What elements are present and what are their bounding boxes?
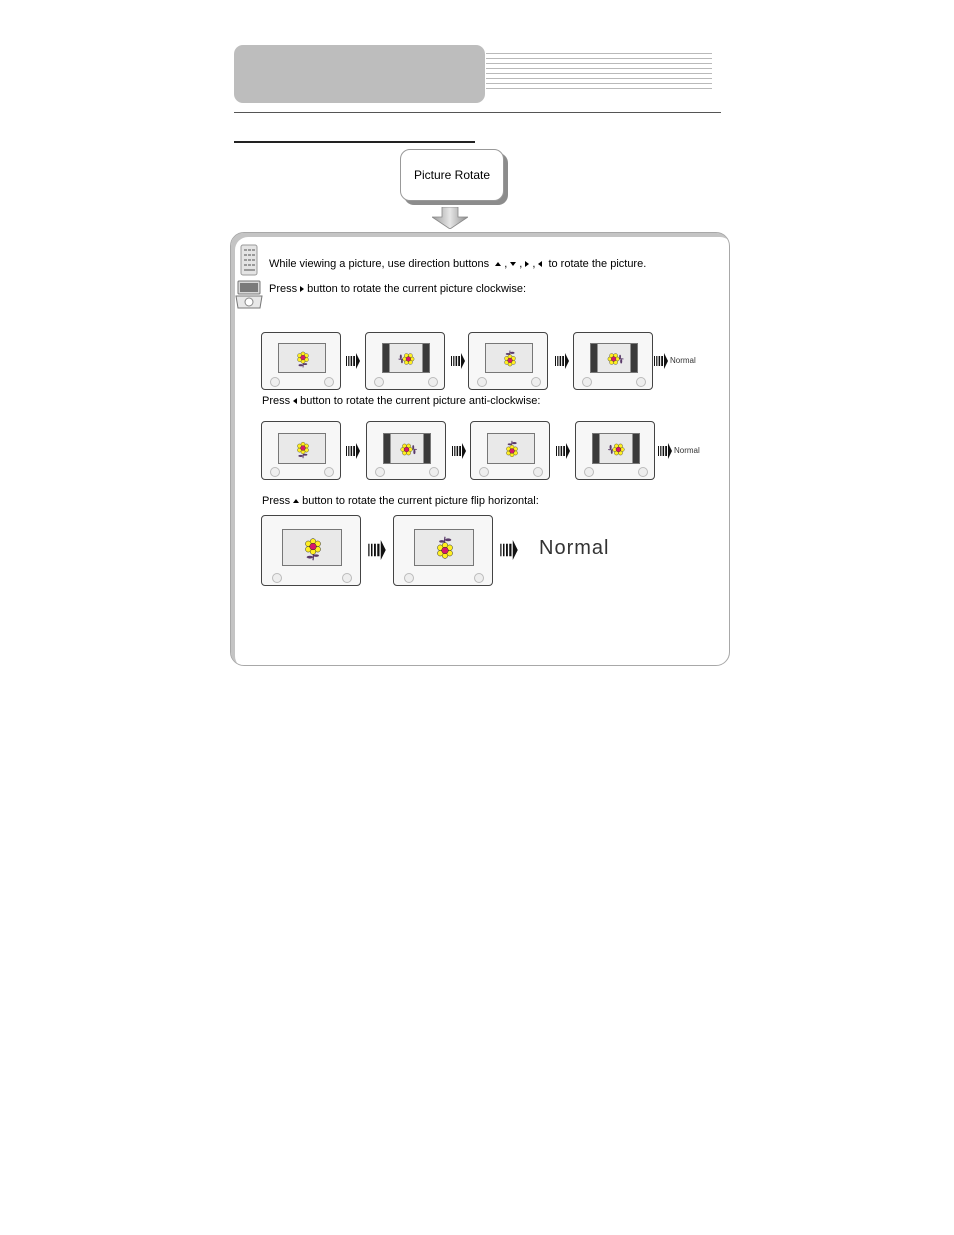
header-decorative-lines: [486, 53, 712, 95]
up-arrow-icon: [495, 262, 501, 266]
flower-picture: [283, 530, 343, 567]
separator: ,: [532, 258, 536, 270]
tv-frame: [470, 421, 550, 480]
tv-speaker: [531, 377, 541, 387]
tv-frame: [365, 332, 445, 390]
flower-picture: [383, 344, 431, 374]
flower-picture: [279, 434, 327, 465]
next-step-arrow-icon: [452, 443, 466, 459]
tv-screen: [592, 433, 640, 464]
tv-speaker: [477, 377, 487, 387]
next-step-arrow-icon: [654, 353, 668, 369]
next-step-arrow-icon: [556, 443, 570, 459]
press-label: Press: [269, 283, 298, 295]
next-step-arrow-icon: [451, 353, 465, 369]
next-step-arrow-icon: [658, 443, 672, 459]
header-rule: [234, 112, 721, 113]
picture-rotate-box: Picture Rotate: [400, 149, 504, 201]
tv-speaker: [375, 467, 385, 477]
up-arrow-icon: [293, 499, 299, 503]
tv-screen: [414, 529, 474, 566]
tv-speaker: [636, 377, 646, 387]
tv-screen: [383, 433, 431, 464]
anticlockwise-text: button to rotate the current picture anti-clockwise:: [300, 395, 541, 407]
tv-screen: [590, 343, 638, 373]
tv-frame: [393, 515, 493, 586]
tv-speaker: [272, 573, 282, 583]
tv-speaker: [324, 467, 334, 477]
anticlockwise-instruction: [262, 395, 540, 407]
flower-picture: [486, 344, 534, 374]
flip-instruction: [262, 495, 539, 507]
tv-speaker: [374, 377, 384, 387]
flower-picture: [279, 344, 327, 374]
next-step-arrow-icon: [500, 540, 518, 560]
press-label: Press: [262, 495, 291, 507]
tv-speaker: [428, 377, 438, 387]
tv-frame: [575, 421, 655, 480]
left-arrow-icon: [538, 261, 542, 267]
flip-text: button to rotate the current picture flip horizontal:: [302, 495, 539, 507]
tv-speaker: [582, 377, 592, 387]
tv-screen: [278, 433, 326, 464]
tv-speaker: [324, 377, 334, 387]
remote-control-icon: [239, 244, 259, 276]
flower-picture: [384, 434, 432, 465]
tv-speaker: [270, 377, 280, 387]
tv-frame: [468, 332, 548, 390]
tv-speaker: [584, 467, 594, 477]
next-step-arrow-icon: [555, 353, 569, 369]
flower-picture: [593, 434, 641, 465]
tv-screen: [487, 433, 535, 464]
down-arrow-icon: [510, 262, 516, 266]
intro-text-after: to rotate the picture.: [548, 258, 647, 270]
normal-label: Normal: [674, 446, 700, 455]
clockwise-text: button to rotate the current picture clockwise:: [307, 283, 527, 295]
section-title-underline: [234, 141, 475, 143]
tv-frame: [573, 332, 653, 390]
tv-speaker: [270, 467, 280, 477]
flower-picture: [488, 434, 536, 465]
normal-label: Normal: [670, 356, 696, 365]
press-label: Press: [262, 395, 291, 407]
tv-frame: [261, 421, 341, 480]
next-step-arrow-icon: [346, 353, 360, 369]
tv-speaker: [638, 467, 648, 477]
tv-speaker: [404, 573, 414, 583]
right-arrow-icon: [525, 261, 529, 267]
down-arrow-icon: [432, 207, 468, 229]
separator: ,: [519, 258, 523, 270]
flower-picture: [591, 344, 639, 374]
right-arrow-icon: [300, 286, 304, 292]
tv-frame: [261, 332, 341, 390]
tv-speaker: [429, 467, 439, 477]
tv-speaker: [474, 573, 484, 583]
flower-picture: [415, 530, 475, 567]
tv-speaker: [533, 467, 543, 477]
left-arrow-icon: [293, 398, 297, 404]
intro-line: [269, 258, 646, 270]
intro-text-before: While viewing a picture, use direction buttons: [269, 258, 490, 270]
tv-frame: [261, 515, 361, 586]
next-step-arrow-icon: [368, 540, 386, 560]
tv-screen: [282, 529, 342, 566]
tv-speaker: [342, 573, 352, 583]
portable-player-icon: [235, 280, 263, 310]
tv-screen: [485, 343, 533, 373]
chapter-header-tab: [234, 45, 485, 103]
normal-label: Normal: [539, 537, 610, 559]
tv-speaker: [479, 467, 489, 477]
separator: ,: [504, 258, 508, 270]
clockwise-instruction: [269, 283, 526, 295]
tv-screen: [278, 343, 326, 373]
tv-frame: [366, 421, 446, 480]
next-step-arrow-icon: [346, 443, 360, 459]
tv-screen: [382, 343, 430, 373]
